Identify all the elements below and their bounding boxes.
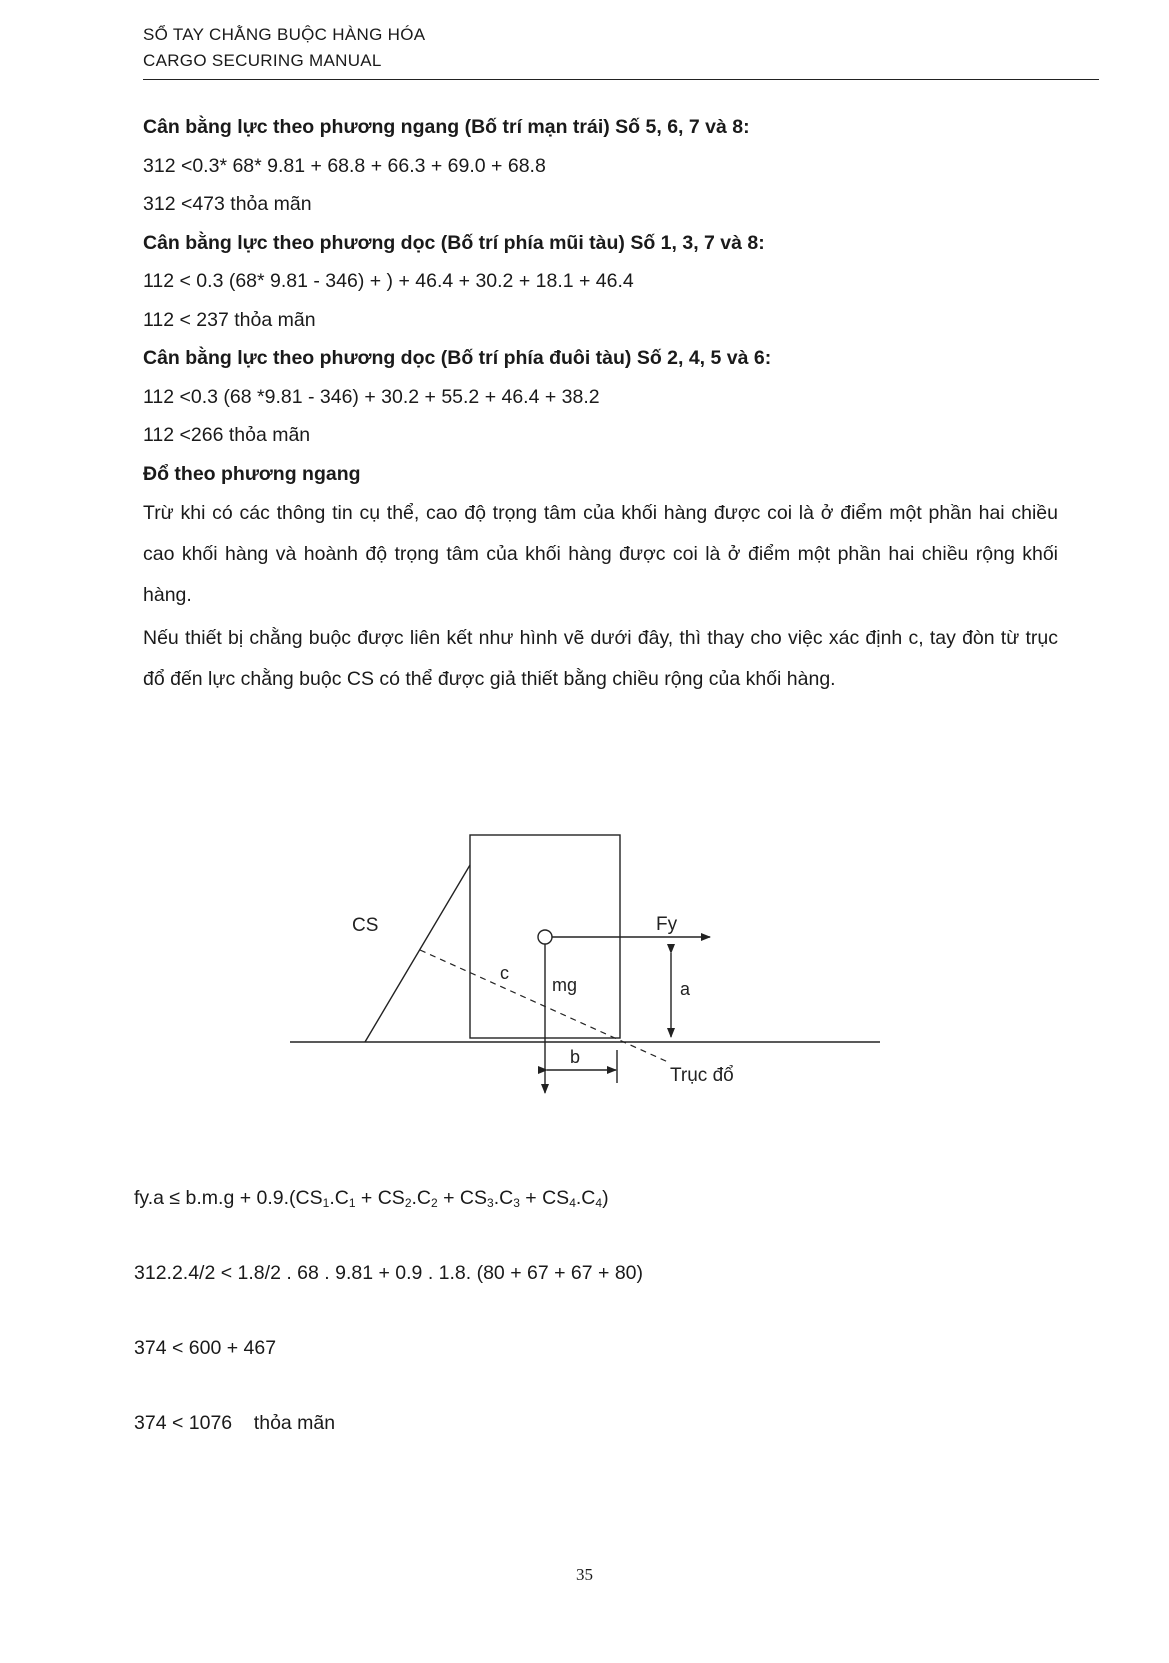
header-text <box>143 22 425 74</box>
tipping-paragraph: Nếu thiết bị chằng buộc được liên kết như hình vẽ dưới đây, thì thay cho việc xác định c, tay đòn từ trục đổ đến lực chằng buộc CS có thể được giả thiết bằng chiều rộng của khối hàng. <box>143 627 1058 690</box>
calc-result: 112 <266 thỏa mãn <box>143 424 311 446</box>
label-c: c <box>500 963 509 983</box>
tipping-formulas <box>134 1136 643 1461</box>
header-title-en: CARGO SECURING MANUAL <box>143 51 382 70</box>
label-b: b <box>570 1047 581 1067</box>
page-number: 35 <box>576 1565 593 1584</box>
tipping-diagram <box>280 825 880 1105</box>
document-body <box>143 108 1058 700</box>
calc-line: 112 < 0.3 (68* 9.81 - 346) + ) + 46.4 + 30.2 + 18.1 + 46.4 <box>143 270 634 292</box>
formula-line: 374 < 600 + 467 <box>134 1337 277 1359</box>
calc-result: 312 <473 thỏa mãn <box>143 193 312 215</box>
section-heading-forward: Cân bằng lực theo phương dọc (Bố trí phía mũi tàu) Số 1, 3, 7 và 8: <box>143 231 765 254</box>
formula-line: 312.2.4/2 < 1.8/2 . 68 . 9.81 + 0.9 . 1.8. (80 + 67 + 67 + 80) <box>134 1262 644 1284</box>
calc-line: 312 <0.3* 68* 9.81 + 68.8 + 66.3 + 69.0 + 68.8 <box>143 154 546 177</box>
tipping-heading: Đổ theo phương ngang <box>143 462 361 485</box>
header-divider <box>143 79 1099 80</box>
label-fy: Fy <box>656 914 678 935</box>
label-tipping-axis: Trục đổ <box>670 1065 734 1086</box>
label-mg: mg <box>552 975 578 995</box>
section-heading-transverse: Cân bằng lực theo phương ngang (Bố trí mạn trái) Số 5, 6, 7 và 8: <box>143 116 750 138</box>
center-of-gravity <box>538 930 552 944</box>
calc-result: 112 < 237 thỏa mãn <box>143 308 316 331</box>
tipping-paragraph: Trừ khi có các thông tin cụ thể, cao độ trọng tâm của khối hàng được coi là ở điểm một phần hai chiều cao khối hàng và hoành độ trọng tâm của khối hàng được coi là ở điểm một phần hai chiều rộng khối hàng. <box>143 502 1058 606</box>
calc-line: 112 <0.3 (68 *9.81 - 346) + 30.2 + 55.2 + 46.4 + 38.2 <box>143 385 600 408</box>
label-cs: CS <box>352 915 379 936</box>
section-heading-aft: Cân bằng lực theo phương dọc (Bố trí phía đuôi tàu) Số 2, 4, 5 và 6: <box>143 347 772 369</box>
lever-arm-c <box>420 950 668 1062</box>
label-a: a <box>680 979 691 999</box>
formula-line: $fy.a \le b.m.g + 0.9.(CS_1.C_1 + CS_2.C_2 + CS_3.C_3 + CS_4.C_4)$ <box>134 1187 609 1210</box>
formula-result: 374 < 1076 thỏa mãn <box>134 1412 336 1434</box>
lashing-cs <box>365 865 470 1042</box>
header-title-vi: SỔ TAY CHẰNG BUỘC HÀNG HÓA <box>143 25 426 44</box>
